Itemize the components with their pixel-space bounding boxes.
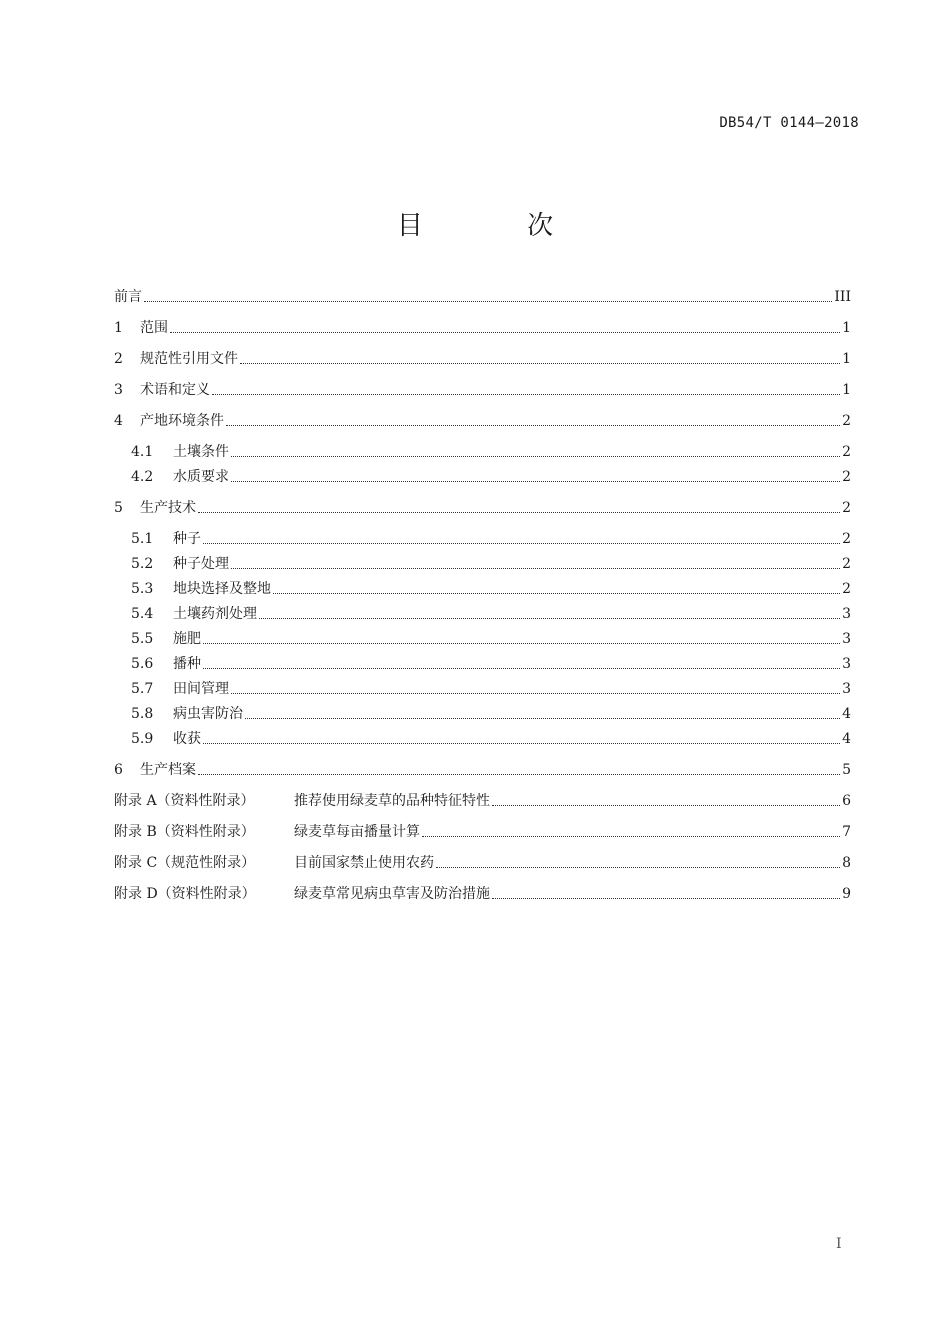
toc-entry-page: 4 (842, 731, 851, 747)
toc-leader-dots (198, 774, 840, 775)
toc-entry-page: 8 (842, 855, 851, 871)
page-title: 目 次 (396, 211, 602, 241)
toc-leader-dots (226, 425, 840, 426)
toc-leader-dots (436, 867, 840, 868)
toc-entry-number: 1 (114, 320, 123, 336)
toc-entry-title: 生产技术 (140, 500, 196, 516)
toc-entry-page: 3 (842, 631, 851, 647)
toc-entry-6[interactable] (114, 760, 851, 780)
toc-entry-5-6[interactable] (131, 654, 851, 674)
toc-entry-title: 种子 (173, 531, 201, 547)
toc-entry-page: 4 (842, 706, 851, 722)
toc-leader-dots (203, 668, 840, 669)
toc-leader-dots (203, 643, 840, 644)
toc-appendix-d[interactable] (114, 884, 851, 904)
toc-entry-number: 5.5 (131, 631, 154, 647)
toc-entry-page: 2 (842, 413, 851, 429)
toc-entry-page: 2 (842, 581, 851, 597)
toc-leader-dots (422, 836, 840, 837)
toc-entry-page: 1 (842, 320, 851, 336)
toc-entry-5-7[interactable] (131, 679, 851, 699)
toc-leader-dots (203, 543, 840, 544)
document-code: DB54/T 0144—2018 (719, 115, 859, 131)
toc-appendix-title: 绿麦草常见病虫草害及防治措施 (294, 886, 490, 902)
toc-appendix-label: 附录 D（资料性附录） (114, 886, 256, 902)
toc-entry-title: 生产档案 (140, 762, 196, 778)
toc-entry-foreword[interactable] (114, 287, 851, 307)
toc-appendix-label: 附录 C（规范性附录） (114, 855, 256, 871)
toc-entry-page: 3 (842, 606, 851, 622)
toc-leader-dots (259, 618, 840, 619)
toc-entry-number: 5.2 (131, 556, 154, 572)
toc-entry-number: 5.9 (131, 731, 154, 747)
toc-entry-5-4[interactable] (131, 604, 851, 624)
toc-entry-title: 范围 (140, 320, 168, 336)
toc-entry-number: 3 (114, 382, 123, 398)
toc-appendix-label: 附录 A（资料性附录） (114, 793, 255, 809)
toc-entry-page: 5 (842, 762, 851, 778)
toc-entry-title: 前言 (114, 289, 142, 305)
toc-entry-page: 1 (842, 351, 851, 367)
toc-entry-5-5[interactable] (131, 629, 851, 649)
toc-entry-4-2[interactable] (131, 467, 851, 487)
toc-entry-1[interactable] (114, 318, 851, 338)
toc-entry-title: 病虫害防治 (173, 706, 243, 722)
toc-entry-title: 土壤条件 (173, 444, 229, 460)
toc-leader-dots (273, 593, 840, 594)
toc-entry-title: 种子处理 (173, 556, 229, 572)
toc-appendix-title: 推荐使用绿麦草的品种特征特性 (294, 793, 490, 809)
toc-appendix-a[interactable] (114, 791, 851, 811)
toc-entry-page: 2 (842, 556, 851, 572)
toc-entry-number: 4.1 (131, 444, 154, 460)
toc-entry-number: 5.1 (131, 531, 154, 547)
toc-entry-page: III (834, 289, 851, 305)
toc-entry-number: 5.7 (131, 681, 154, 697)
toc-entry-page: 2 (842, 444, 851, 460)
toc-leader-dots (170, 332, 840, 333)
toc-entry-title: 土壤药剂处理 (173, 606, 257, 622)
toc-entry-5-1[interactable] (131, 529, 851, 549)
toc-entry-title: 水质要求 (173, 469, 229, 485)
toc-entry-number: 5.4 (131, 606, 154, 622)
toc-entry-5[interactable] (114, 498, 851, 518)
toc-entry-title: 地块选择及整地 (173, 581, 271, 597)
toc-entry-3[interactable] (114, 380, 851, 400)
toc-appendix-b[interactable] (114, 822, 851, 842)
toc-entry-title: 施肥 (173, 631, 201, 647)
toc-entry-number: 4 (114, 413, 123, 429)
toc-entry-title: 收获 (173, 731, 201, 747)
toc-leader-dots (144, 301, 832, 302)
toc-entry-page: 9 (842, 886, 851, 902)
toc-entry-4-1[interactable] (131, 442, 851, 462)
toc-entry-title: 术语和定义 (140, 382, 210, 398)
toc-leader-dots (492, 805, 840, 806)
page-number: I (836, 1236, 842, 1252)
toc-entry-number: 5.8 (131, 706, 154, 722)
toc-appendix-label: 附录 B（资料性附录） (114, 824, 255, 840)
toc-entry-5-3[interactable] (131, 579, 851, 599)
toc-appendix-c[interactable] (114, 853, 851, 873)
toc-entry-4[interactable] (114, 411, 851, 431)
toc-entry-page: 6 (842, 793, 851, 809)
toc-leader-dots (212, 394, 840, 395)
toc-entry-number: 5.6 (131, 656, 154, 672)
toc-leader-dots (198, 512, 840, 513)
toc-entry-page: 7 (842, 824, 851, 840)
toc-entry-page: 3 (842, 681, 851, 697)
toc-entry-title: 产地环境条件 (140, 413, 224, 429)
toc-leader-dots (231, 481, 840, 482)
toc-leader-dots (203, 743, 840, 744)
toc-entry-title: 田间管理 (173, 681, 229, 697)
toc-entry-2[interactable] (114, 349, 851, 369)
toc-leader-dots (231, 693, 840, 694)
toc-entry-title: 播种 (173, 656, 201, 672)
toc-entry-page: 2 (842, 469, 851, 485)
toc-entry-5-8[interactable] (131, 704, 851, 724)
toc-leader-dots (240, 363, 840, 364)
toc-entry-5-9[interactable] (131, 729, 851, 749)
toc-entry-number: 5 (114, 500, 123, 516)
toc-entry-5-2[interactable] (131, 554, 851, 574)
toc-entry-title: 规范性引用文件 (140, 351, 238, 367)
toc-entry-number: 4.2 (131, 469, 154, 485)
toc-appendix-title: 绿麦草每亩播量计算 (294, 824, 420, 840)
toc-leader-dots (231, 456, 840, 457)
toc-entry-page: 1 (842, 382, 851, 398)
toc-entry-number: 2 (114, 351, 123, 367)
toc-entry-page: 2 (842, 500, 851, 516)
toc-appendix-title: 目前国家禁止使用农药 (294, 855, 434, 871)
toc-entry-page: 2 (842, 531, 851, 547)
toc-leader-dots (245, 718, 840, 719)
toc-entry-page: 3 (842, 656, 851, 672)
toc-entry-number: 6 (114, 762, 123, 778)
toc-leader-dots (492, 898, 840, 899)
toc-entry-number: 5.3 (131, 581, 154, 597)
toc-leader-dots (231, 568, 840, 569)
